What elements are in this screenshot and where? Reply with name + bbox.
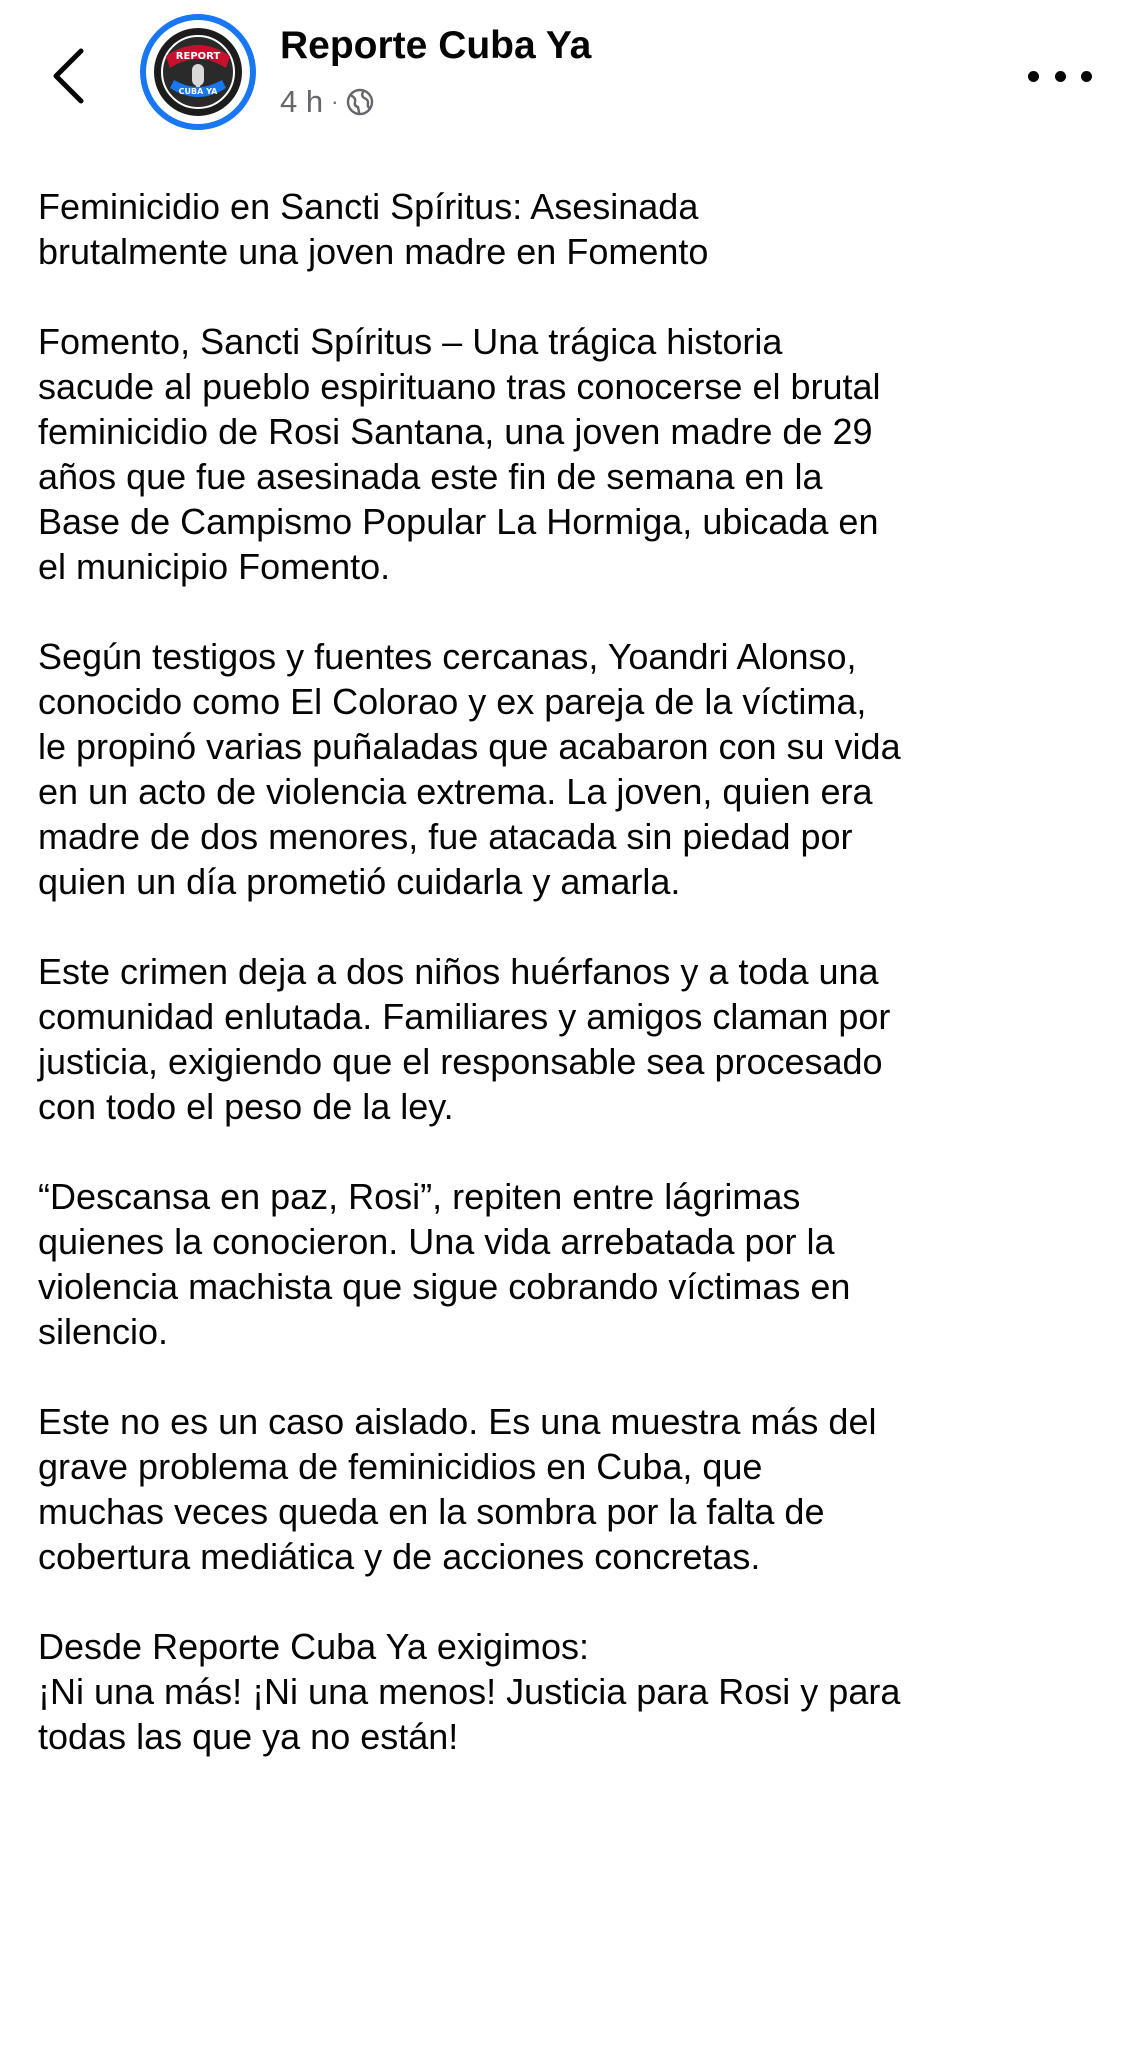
post-header: [0, 0, 1131, 160]
post-timestamp[interactable]: 4 h: [280, 84, 324, 119]
logo-text-bottom: CUBA YA: [178, 87, 218, 96]
post-closing: Desde Reporte Cuba Ya exigimos: ¡Ni una más! ¡Ni una menos! Justicia para Rosi y para todas las que ya no están!: [38, 1626, 901, 1757]
page-name[interactable]: Reporte Cuba Ya: [280, 24, 592, 67]
logo-text-top: REPORT: [175, 51, 221, 62]
globe-icon: [346, 88, 374, 116]
post-body: [38, 184, 1116, 1759]
page-logo: [146, 20, 250, 124]
post-paragraph: Este no es un caso aislado. Es una muestra más del grave problema de feminicidios en Cuba, que muchas veces queda en la sombra por la falta de cobertura mediática y de acciones concretas.: [38, 1401, 877, 1577]
avatar[interactable]: [140, 14, 256, 130]
post-paragraph: Según testigos y fuentes cercanas, Yoandri Alonso, conocido como El Colorao y ex pareja de la víctima, le propinó varias puñaladas que acabaron con su vida en un acto de violencia extrema. La joven, quien era madre de dos menores, fue atacada sin piedad por quien un día prometió cuidarla y amarla.: [38, 636, 901, 902]
back-button[interactable]: [40, 40, 96, 112]
post-paragraph: “Descansa en paz, Rosi”, repiten entre lágrimas quienes la conocieron. Una vida arrebatada por la violencia machista que sigue cobrando víctimas en silencio.: [38, 1176, 851, 1352]
post-paragraph: Este crimen deja a dos niños huérfanos y a toda una comunidad enlutada. Familiares y amigos claman por justicia, exigiendo que el responsable sea procesado con todo el peso de la ley.: [38, 951, 891, 1127]
post-paragraph: Fomento, Sancti Spíritus – Una trágica historia sacude al pueblo espirituano tras conocerse el brutal feminicidio de Rosi Santana, una joven madre de 29 años que fue asesinada este fin de semana en la Base de Campismo Popular La Hormiga, ubicada en el municipio Fomento.: [38, 321, 881, 587]
post-headline: Feminicidio en Sancti Spíritus: Asesinada brutalmente una joven madre en Fomento: [38, 186, 709, 272]
meta-separator: ·: [331, 89, 339, 114]
logo-graphic: [152, 26, 244, 118]
chevron-left-icon: [51, 47, 85, 105]
more-options-button[interactable]: [1028, 56, 1092, 96]
more-horizontal-icon-dot: [1028, 71, 1039, 82]
more-horizontal-icon-dot: [1055, 71, 1066, 82]
post-meta: [280, 84, 374, 120]
more-horizontal-icon-dot: [1081, 71, 1092, 82]
